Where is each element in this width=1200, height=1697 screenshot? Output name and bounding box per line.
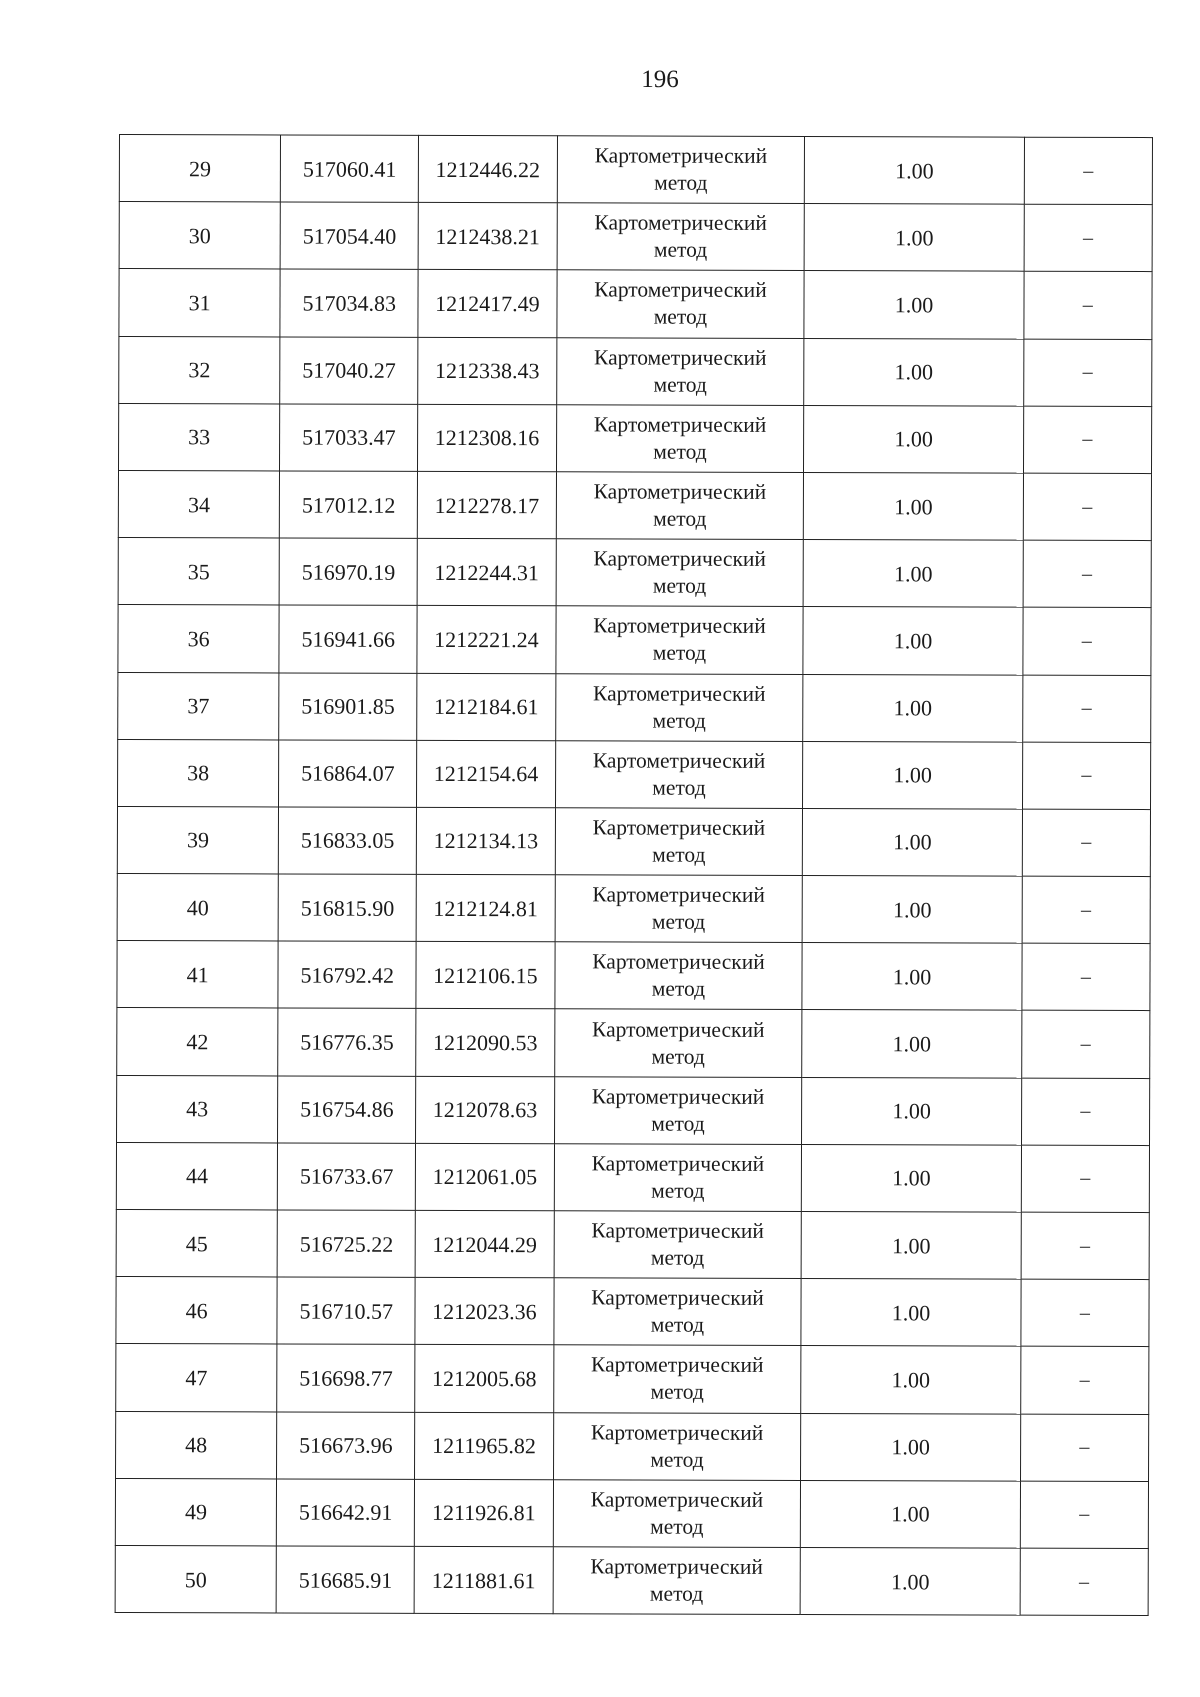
note-dash: – (1021, 1078, 1150, 1146)
point-number: 44 (116, 1142, 277, 1210)
method-cell (556, 539, 804, 607)
note-dash: – (1023, 607, 1152, 675)
coordinate-y: 1211881.61 (414, 1546, 552, 1614)
method-cell (555, 673, 803, 741)
coordinate-x: 516970.19 (279, 538, 417, 606)
method-cell (553, 1345, 801, 1413)
point-number: 40 (117, 874, 278, 942)
method-cell (555, 740, 803, 808)
note-dash: – (1022, 742, 1151, 810)
point-number: 31 (119, 269, 280, 337)
coordinate-x: 517012.12 (279, 471, 417, 539)
point-number: 30 (119, 202, 280, 270)
method-line-2: метод (653, 237, 708, 263)
coordinate-x: 516685.91 (276, 1546, 414, 1614)
point-number: 34 (118, 470, 279, 538)
coordinate-x: 516941.66 (279, 605, 417, 673)
table-row (116, 1209, 1149, 1279)
method-line-2: метод (651, 1044, 705, 1069)
method-line-2: метод (649, 1581, 704, 1606)
note-dash: – (1020, 1548, 1149, 1616)
point-number: 43 (117, 1075, 278, 1143)
method-line-2: метод (652, 640, 707, 666)
method-line-2: метод (651, 976, 706, 1002)
coordinate-y: 1212078.63 (416, 1076, 554, 1144)
table-row (119, 336, 1152, 406)
method-line-1: Картометрический (591, 1218, 764, 1244)
method-line-2: метод (653, 305, 708, 330)
point-number: 36 (118, 605, 279, 673)
method-line-1: Картометрический (591, 1151, 765, 1176)
table-row (117, 1075, 1150, 1145)
coordinate-y: 1211926.81 (415, 1479, 553, 1547)
page-number: 196 (641, 66, 679, 93)
method-line-2: метод (651, 1111, 705, 1136)
table-row (117, 806, 1150, 876)
note-dash: – (1021, 1011, 1150, 1079)
method-line-1: Картометрический (592, 748, 766, 773)
point-number: 47 (116, 1344, 277, 1412)
point-number: 29 (119, 135, 280, 203)
coordinate-x: 516833.05 (278, 807, 416, 875)
method-line-1: Картометрический (590, 1487, 764, 1512)
accuracy-value: 1.00 (803, 540, 1023, 608)
point-number: 38 (118, 739, 279, 807)
method-line-1: Картометрический (592, 949, 765, 975)
coordinate-x: 516733.67 (277, 1143, 415, 1211)
method-line-2: метод (653, 506, 707, 531)
method-cell (555, 808, 803, 876)
accuracy-value: 1.00 (803, 607, 1023, 675)
point-number: 49 (115, 1478, 276, 1546)
note-dash: – (1021, 1279, 1150, 1347)
coordinates-table (115, 134, 1153, 1616)
method-line-2: метод (650, 1447, 704, 1472)
method-line-1: Картометрический (592, 1016, 765, 1042)
accuracy-value: 1.00 (801, 1346, 1021, 1414)
point-number: 45 (116, 1209, 277, 1277)
note-dash: – (1023, 339, 1152, 407)
note-dash: – (1020, 1481, 1149, 1549)
note-dash: – (1020, 1414, 1149, 1482)
point-number: 33 (119, 403, 280, 471)
coordinate-y: 1212446.22 (419, 135, 557, 203)
point-number: 48 (116, 1411, 277, 1479)
method-cell (556, 270, 804, 338)
method-cell (554, 1076, 802, 1144)
coordinate-y: 1212005.68 (415, 1345, 553, 1413)
note-dash: – (1022, 675, 1151, 743)
accuracy-value: 1.00 (804, 338, 1024, 406)
method-line-1: Картометрический (594, 210, 767, 236)
coordinate-x: 516792.42 (278, 941, 416, 1009)
coordinate-y: 1212023.36 (415, 1278, 553, 1346)
coordinate-x: 516673.96 (277, 1412, 415, 1480)
table-row (118, 470, 1151, 540)
coordinate-x: 517033.47 (280, 404, 418, 472)
accuracy-value: 1.00 (804, 472, 1024, 540)
method-cell (554, 1211, 802, 1279)
table-row (115, 1545, 1148, 1615)
note-dash: – (1023, 406, 1152, 474)
table-row (119, 202, 1152, 272)
accuracy-value: 1.00 (802, 1144, 1022, 1212)
point-number: 41 (117, 941, 278, 1009)
point-number: 37 (118, 672, 279, 740)
note-dash: – (1024, 137, 1153, 205)
accuracy-value: 1.00 (801, 1413, 1021, 1481)
coordinate-x: 517040.27 (280, 337, 418, 405)
coordinate-y: 1212134.13 (417, 807, 555, 875)
point-number: 32 (119, 336, 280, 404)
table-body (115, 135, 1152, 1616)
note-dash: – (1022, 876, 1151, 944)
accuracy-value: 1.00 (801, 1480, 1021, 1548)
method-line-1: Картометрический (593, 479, 767, 504)
method-cell (553, 1412, 801, 1480)
method-cell (555, 875, 803, 943)
method-line-1: Картометрический (591, 1285, 764, 1311)
coordinate-x: 516698.77 (277, 1344, 415, 1412)
method-line-2: метод (652, 573, 707, 598)
method-line-2: метод (650, 1380, 704, 1405)
coordinate-x: 516725.22 (277, 1210, 415, 1278)
coordinate-y: 1212090.53 (416, 1009, 554, 1077)
accuracy-value: 1.00 (802, 876, 1022, 944)
method-cell (554, 942, 802, 1010)
coordinate-y: 1212184.61 (417, 673, 555, 741)
coordinate-x: 517060.41 (280, 135, 418, 203)
method-line-2: метод (652, 775, 706, 800)
method-line-1: Картометрический (594, 143, 768, 169)
coordinate-y: 1212308.16 (418, 404, 556, 472)
method-cell (556, 405, 804, 473)
coordinate-x: 516710.57 (277, 1277, 415, 1345)
method-line-1: Картометрический (590, 1420, 764, 1445)
table-row (115, 1478, 1148, 1548)
table-row (117, 874, 1150, 944)
coordinate-y: 1212278.17 (418, 471, 556, 539)
method-line-2: метод (653, 372, 707, 397)
accuracy-value: 1.00 (803, 808, 1023, 876)
table-row (119, 269, 1152, 339)
coordinate-x: 516776.35 (278, 1008, 416, 1076)
method-line-2: метод (654, 170, 708, 195)
coordinate-x: 517054.40 (280, 202, 418, 270)
accuracy-value: 1.00 (804, 204, 1024, 272)
method-cell (557, 136, 805, 204)
method-line-1: Картометрический (593, 613, 766, 639)
table-row (116, 1344, 1149, 1414)
note-dash: – (1021, 1145, 1150, 1213)
coordinate-y: 1212417.49 (418, 270, 556, 338)
coordinate-y: 1212338.43 (418, 337, 556, 405)
method-line-1: Картометрический (591, 1084, 765, 1109)
method-line-1: Картометрический (593, 546, 766, 572)
coordinate-x: 516901.85 (279, 672, 417, 740)
accuracy-value: 1.00 (803, 741, 1023, 809)
coordinate-x: 516642.91 (276, 1479, 414, 1547)
coordinate-y: 1212044.29 (415, 1210, 553, 1278)
method-cell (556, 472, 804, 540)
method-line-2: метод (650, 1312, 705, 1338)
method-cell (556, 337, 804, 405)
coordinate-y: 1212061.05 (416, 1143, 554, 1211)
method-line-2: метод (651, 909, 706, 934)
method-line-1: Картометрический (593, 681, 766, 706)
table-row (118, 739, 1151, 809)
method-line-1: Картометрический (592, 815, 766, 840)
accuracy-value: 1.00 (802, 1077, 1022, 1145)
coordinates-table-wrapper (115, 134, 1153, 1616)
coordinate-y: 1212106.15 (416, 942, 554, 1010)
coordinate-y: 1212221.24 (417, 606, 555, 674)
table-row (119, 135, 1152, 205)
accuracy-value: 1.00 (805, 137, 1025, 205)
table-row (116, 1411, 1149, 1481)
coordinate-y: 1212124.81 (416, 874, 554, 942)
note-dash: – (1023, 473, 1152, 541)
point-number: 42 (117, 1008, 278, 1076)
accuracy-value: 1.00 (802, 943, 1022, 1011)
coordinate-y: 1212154.64 (417, 740, 555, 808)
note-dash: – (1021, 1212, 1150, 1280)
coordinate-x: 516864.07 (279, 740, 417, 808)
point-number: 35 (118, 538, 279, 606)
method-cell (554, 1009, 802, 1077)
table-row (117, 941, 1150, 1011)
coordinate-y: 1212438.21 (418, 203, 556, 271)
method-line-1: Картометрический (594, 277, 767, 303)
coordinate-y: 1211965.82 (415, 1412, 553, 1480)
method-line-1: Картометрический (590, 1554, 763, 1579)
accuracy-value: 1.00 (801, 1212, 1021, 1280)
table-row (119, 403, 1152, 473)
table-row (116, 1142, 1149, 1212)
note-dash: – (1020, 1347, 1149, 1415)
method-line-2: метод (652, 842, 706, 867)
accuracy-value: 1.00 (800, 1547, 1020, 1615)
point-number: 50 (115, 1545, 276, 1613)
table-row (117, 1008, 1150, 1078)
method-cell (557, 203, 805, 271)
coordinate-x: 516754.86 (278, 1076, 416, 1144)
coordinate-x: 516815.90 (278, 874, 416, 942)
accuracy-value: 1.00 (801, 1279, 1021, 1347)
accuracy-value: 1.00 (803, 674, 1023, 742)
method-cell (553, 1547, 801, 1615)
method-line-1: Картометрический (593, 412, 767, 437)
accuracy-value: 1.00 (804, 405, 1024, 473)
coordinate-y: 1212244.31 (417, 539, 555, 607)
method-cell (555, 606, 803, 674)
note-dash: – (1022, 809, 1151, 877)
method-line-1: Картометрический (591, 1352, 764, 1378)
point-number: 46 (116, 1277, 277, 1345)
method-line-1: Картометрический (592, 882, 765, 908)
note-dash: – (1022, 943, 1151, 1011)
table-row (118, 605, 1151, 675)
table-row (118, 672, 1151, 742)
method-line-2: метод (650, 1245, 705, 1270)
method-line-2: метод (652, 708, 706, 733)
accuracy-value: 1.00 (802, 1010, 1022, 1078)
method-line-2: метод (651, 1178, 705, 1203)
point-number: 39 (117, 806, 278, 874)
note-dash: – (1023, 540, 1152, 608)
table-row (116, 1277, 1149, 1347)
coordinate-x: 517034.83 (280, 269, 418, 337)
note-dash: – (1024, 204, 1153, 272)
method-cell (553, 1480, 801, 1548)
accuracy-value: 1.00 (804, 271, 1024, 339)
note-dash: – (1024, 272, 1153, 340)
method-cell (554, 1144, 802, 1212)
method-line-1: Картометрический (594, 345, 767, 370)
method-line-2: метод (653, 439, 707, 464)
table-row (118, 538, 1151, 608)
method-cell (553, 1278, 801, 1346)
method-line-2: метод (650, 1514, 704, 1539)
